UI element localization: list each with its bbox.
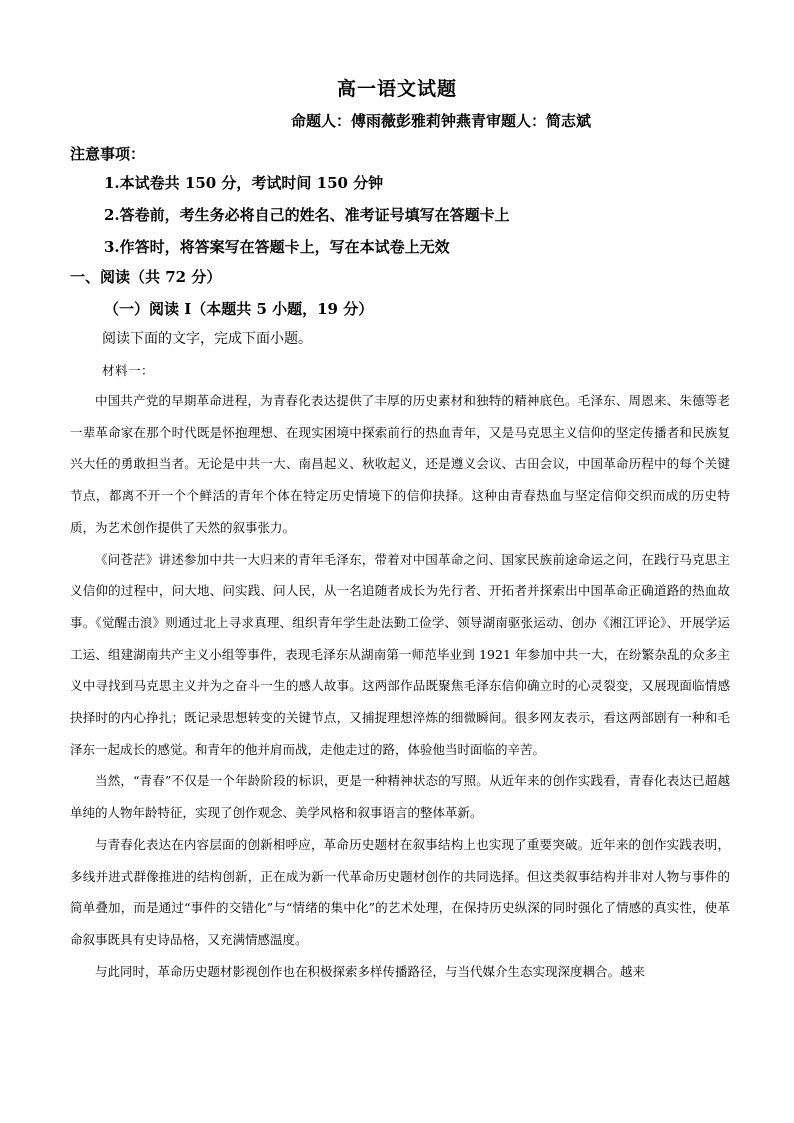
subsection-heading: （一）阅读 I（本题共 5 小题，19 分） bbox=[104, 300, 374, 318]
reading-instruction: 阅读下面的文字，完成下面小题。 bbox=[102, 331, 312, 347]
notice-item-3: 3.作答时，将答案写在答题卡上，写在本试卷上无效 bbox=[104, 238, 450, 256]
exam-title: 高一语文试题 bbox=[336, 78, 457, 100]
material-label: 材料一： bbox=[102, 363, 155, 378]
notice-heading: 注意事项： bbox=[70, 145, 146, 163]
passage-paragraph-1: 中国共产党的早期革命进程，为青春化表达提供了丰厚的历史素材和独特的精神底色。毛泽东、周恩来、朱德等老一辈革命家在那个时代既是怀抱理想、在现实困境中探索前行的热血青年，又是马克思主义信仰的坚定传播者和民族复兴大任的勇敢担当者。无论是中共一大、南昌起义、秋收起义，还是遵义会议、古田会议，中国革命历程中的每个关键节点，都离不开一个个鲜活的青年个体在特定历史情境下的信仰抉择。这种由青春热血与坚定信仰交织而成的历史特质，为艺术创作提供了天然的叙事张力。 bbox=[70, 393, 730, 535]
section-heading: 一、阅读（共 72 分） bbox=[70, 268, 222, 286]
passage-paragraph-3: 当然，“青春”不仅是一个年龄阶段的标识，更是一种精神状态的写照。从近年来的创作实践看，青春化表达已超越单纯的人物年龄特征，实现了创作观念、美学风格和叙事语言的整体革新。 bbox=[70, 773, 730, 821]
notice-item-1: 1.本试卷共 150 分，考试时间 150 分钟 bbox=[104, 174, 384, 192]
reading-passage bbox=[70, 385, 730, 987]
notice-item-2: 2.答卷前，考生务必将自己的姓名、准考证号填写在答题卡上 bbox=[104, 206, 510, 224]
authors-line: 命题人：傅雨薇彭雅莉钟燕青审题人：简志斌 bbox=[290, 112, 591, 130]
passage-paragraph-2: 《问苍茫》讲述参加中共一大归来的青年毛泽东，带着对中国革命之问、国家民族前途命运之问，在践行马克思主义信仰的过程中，问大地、问实践、问人民，从一名追随者成长为先行者、开拓者并探索出中国革命正确道路的热血故事。《觉醒击浪》则通过北上寻求真理、组织青年学生赴法勤工俭学、领导湖南驱张运动、创办《湘江评论》、开展学运工运、组建湖南共产主义小组等事件，表现毛泽东从湖南第一师范毕业到 1921 年参加中共一大，在纷繁杂乱的众多主义中寻找到马克思主义并为之奋斗一生的感人故事。这两部作品既聚焦毛泽东信仰确立时的心灵裂变，又展现面临情感抉择时的内心挣扎；既记录思想转变的关键节点，又捕捉理想淬炼的细微瞬间。很多网友表示，看这两部剧有一种和毛泽东一起成长的感觉。和青年的他并肩而战，走他走过的路，体验他当时面临的辛苦。 bbox=[70, 551, 730, 757]
passage-paragraph-4: 与青春化表达在内容层面的创新相呼应，革命历史题材在叙事结构上也实现了重要突破。近年来的创作实践表明，多线并进式群像推进的结构创新，正在成为新一代革命历史题材创作的共同选择。但这类叙事结构并非对人物与事件的简单叠加，而是通过“事件的交错化”与“情绪的集中化”的艺术处理，在保持历史纵深的同时强化了情感的真实性，使革命叙事既具有史诗品格，又充满情感温度。 bbox=[70, 836, 730, 947]
passage-paragraph-5: 与此同时，革命历史题材影视创作也在积极探索多样传播路径，与当代媒介生态实现深度耦合。越来 bbox=[95, 963, 646, 979]
